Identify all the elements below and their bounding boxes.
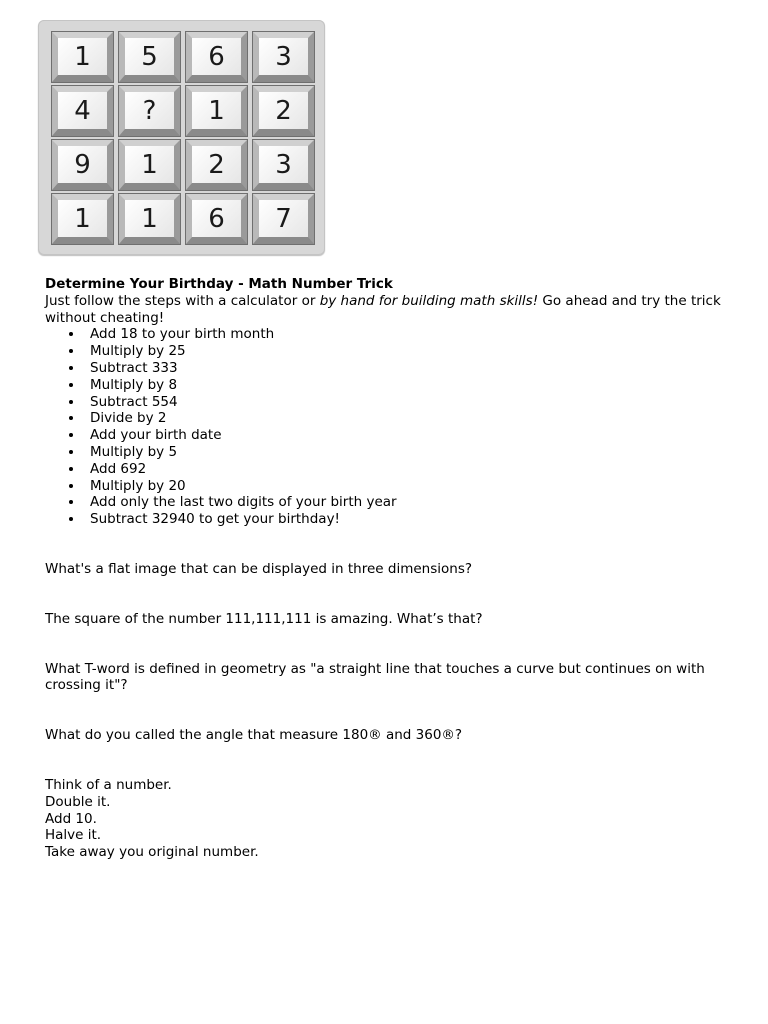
intro-text-end: Go ahead and try the trick without cheating! xyxy=(45,292,721,326)
question-square: The square of the number 111,111,111 is amazing. What’s that? xyxy=(45,610,483,627)
question-tangent: What T-word is defined in geometry as "a straight line that touches a curve but continues on with crossing it"? xyxy=(45,660,705,694)
list-item: Multiply by 20 xyxy=(90,478,735,495)
grid-tile: 1 xyxy=(119,140,180,190)
list-item: Subtract 32940 to get your birthday! xyxy=(90,511,735,528)
list-item: Divide by 2 xyxy=(90,410,735,427)
list-item: Add only the last two digits of your birth year xyxy=(90,494,735,511)
grid-tile: 6 xyxy=(186,32,247,82)
grid-tile: ? xyxy=(119,86,180,136)
list-item: Add 692 xyxy=(90,461,735,478)
list-item: Subtract 554 xyxy=(90,394,735,411)
trick-line: Halve it. xyxy=(45,827,102,844)
grid-tile: 7 xyxy=(253,194,314,244)
trick-line: Think of a number. xyxy=(45,776,172,793)
steps-list xyxy=(45,326,735,528)
list-item: Multiply by 25 xyxy=(90,343,735,360)
article-title: Determine Your Birthday - Math Number Trick xyxy=(45,276,393,292)
intro-italic-text: by hand for building math skills! xyxy=(319,292,539,309)
grid-tile: 3 xyxy=(253,140,314,190)
question-angle: What do you called the angle that measure 180® and 360®? xyxy=(45,727,463,744)
trick-line: Double it. xyxy=(45,793,111,810)
grid-tile: 1 xyxy=(52,194,113,244)
grid-tile: 1 xyxy=(119,194,180,244)
list-item: Subtract 333 xyxy=(90,360,735,377)
list-item: Multiply by 5 xyxy=(90,444,735,461)
document-body xyxy=(45,276,735,861)
trick-line: Take away you original number. xyxy=(45,844,259,861)
number-trick xyxy=(45,777,735,861)
grid-tile: 9 xyxy=(52,140,113,190)
number-grid-image xyxy=(38,20,325,255)
article-intro xyxy=(45,293,735,327)
list-item: Add 18 to your birth month xyxy=(90,326,735,343)
grid-tile: 1 xyxy=(186,86,247,136)
intro-text: Just follow the steps with a calculator or xyxy=(45,292,320,309)
grid-tile: 5 xyxy=(119,32,180,82)
grid-tile: 6 xyxy=(186,194,247,244)
grid-tile: 1 xyxy=(52,32,113,82)
grid-tile: 2 xyxy=(253,86,314,136)
trick-line: Add 10. xyxy=(45,810,97,827)
grid-tile: 3 xyxy=(253,32,314,82)
list-item: Add your birth date xyxy=(90,427,735,444)
grid-tile: 2 xyxy=(186,140,247,190)
question-hologram: What's a flat image that can be displayed in three dimensions? xyxy=(45,560,473,577)
grid-tile: 4 xyxy=(52,86,113,136)
list-item: Multiply by 8 xyxy=(90,377,735,394)
